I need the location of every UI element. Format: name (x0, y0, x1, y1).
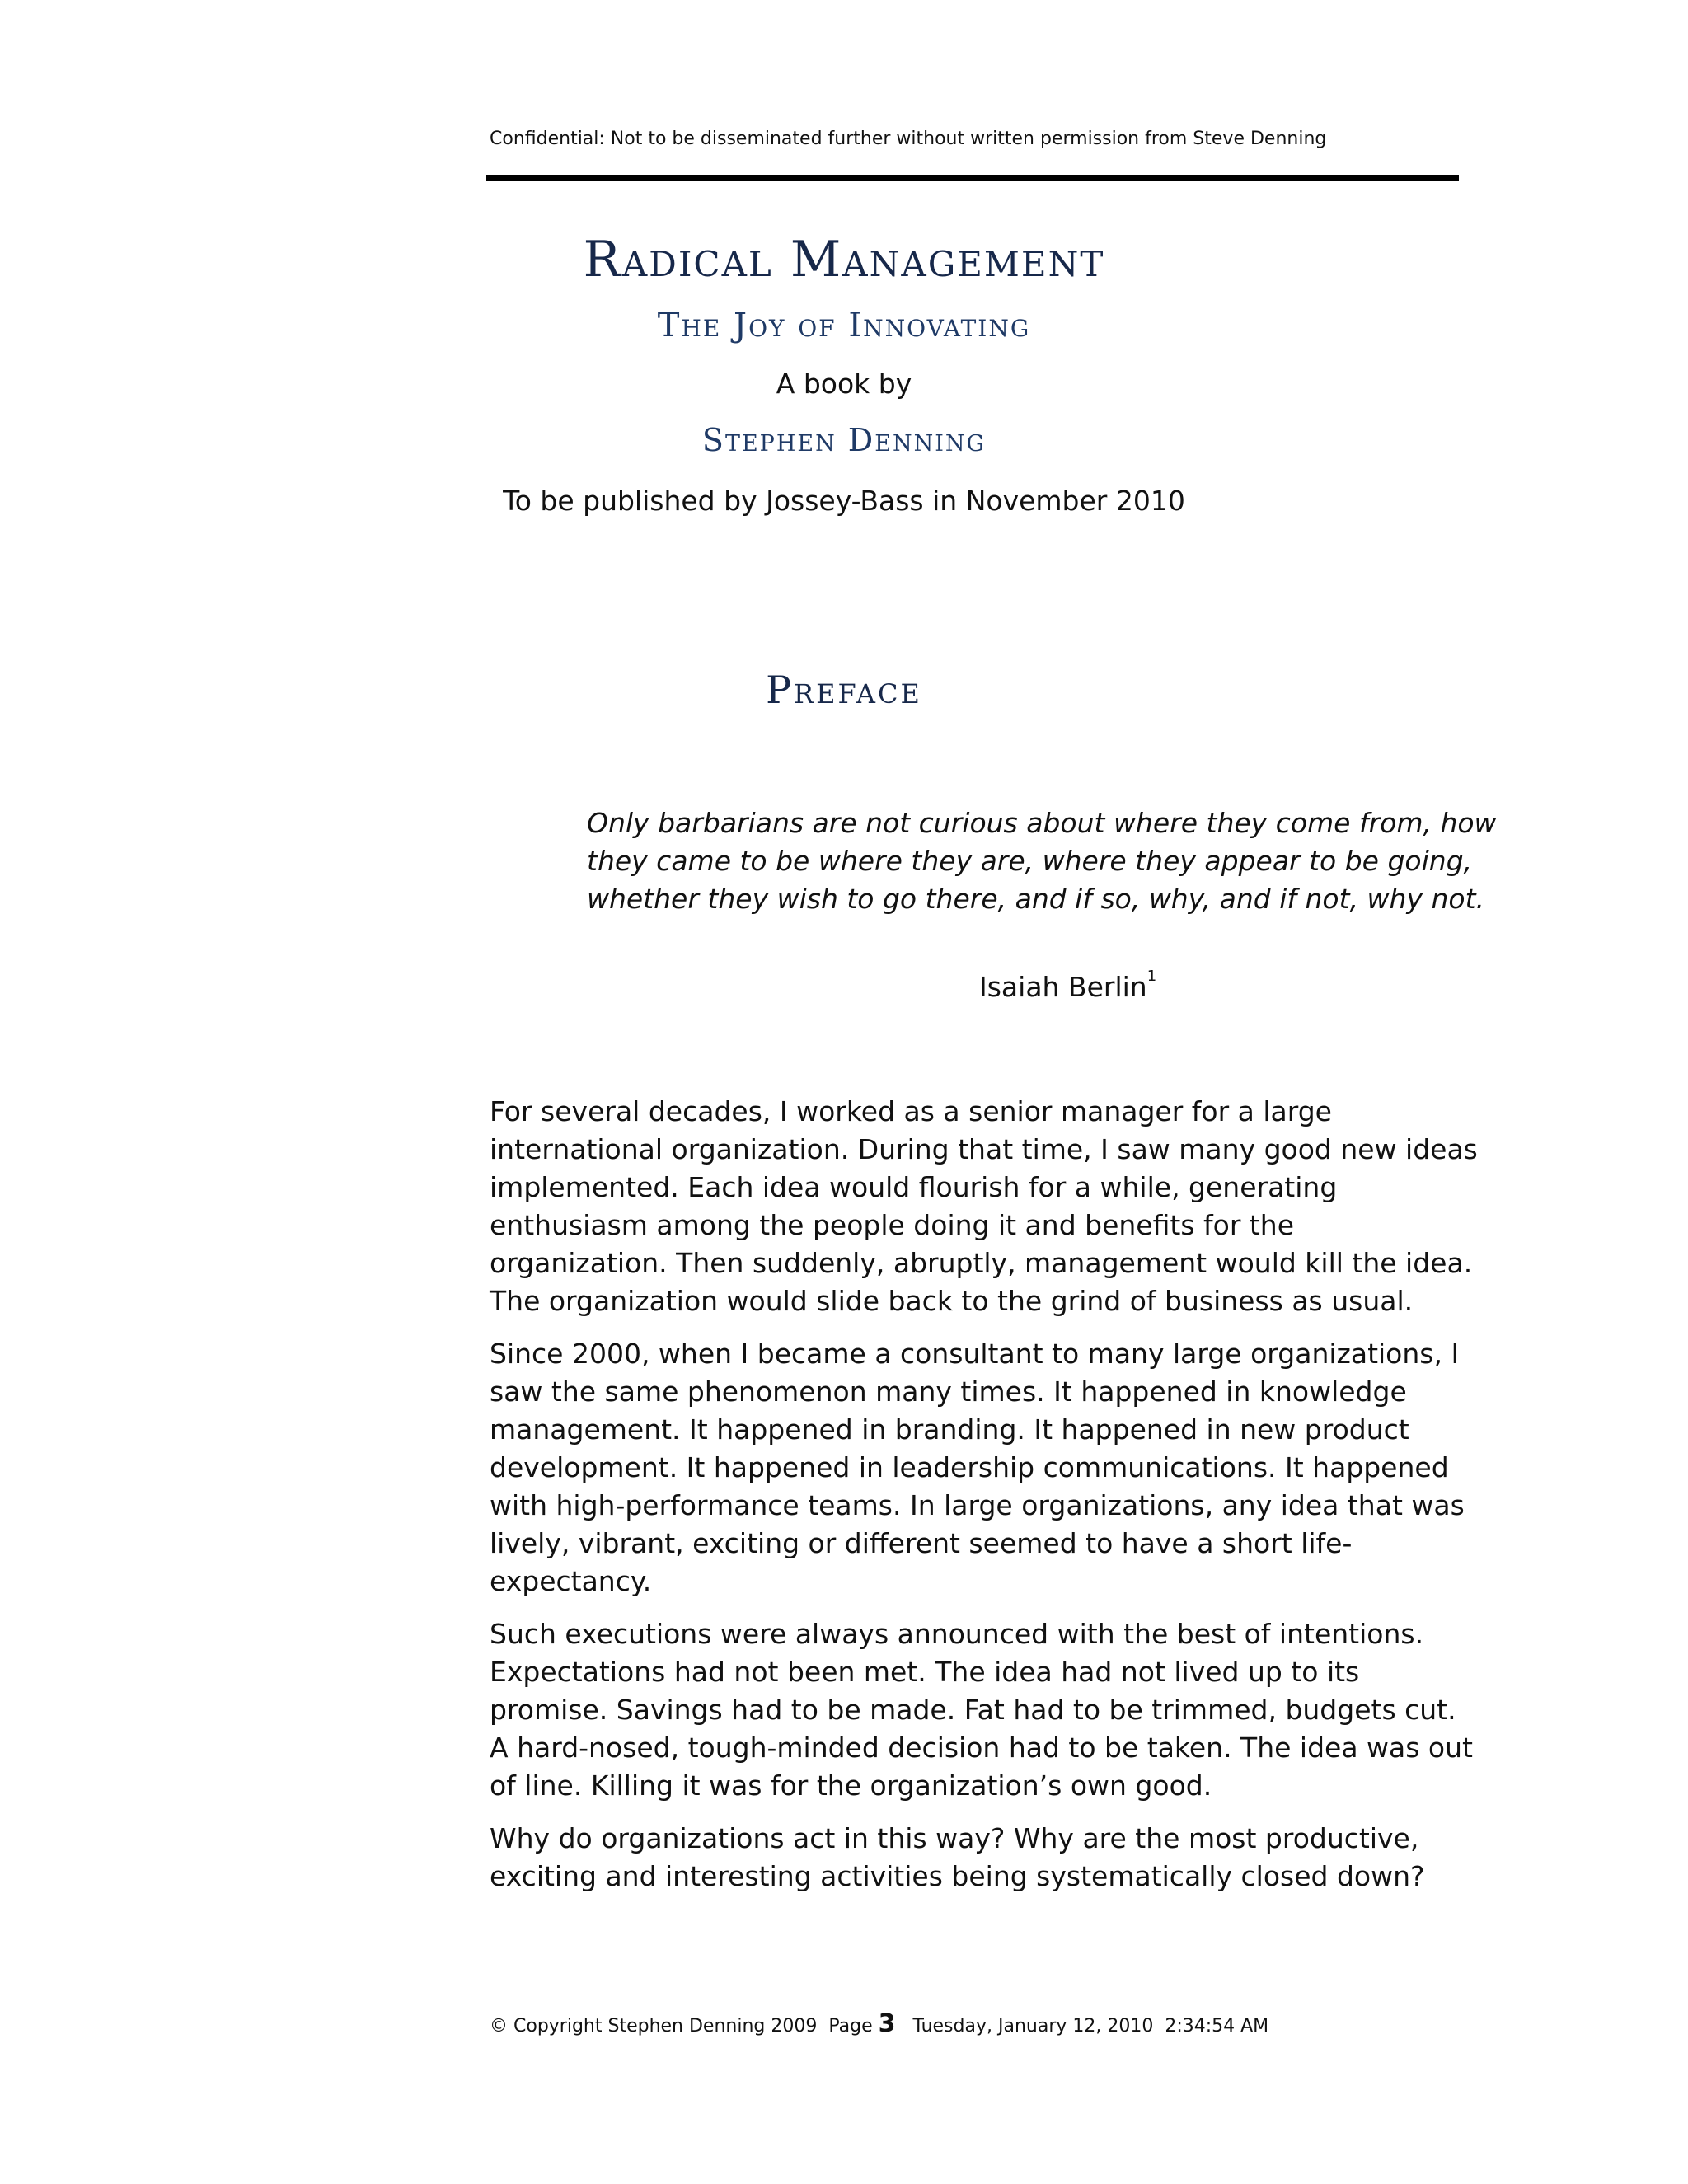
book-title: Radical Management (583, 231, 1105, 288)
epigraph-author: Isaiah Berlin (979, 971, 1147, 1003)
footnote-marker[interactable]: 1 (1146, 968, 1157, 985)
epigraph-quote: Only barbarians are not curious about where they come from, how they came to be where they are, where they appear to be going, whether they wish to go there, and if so, why, and if not, why not. (587, 807, 1497, 915)
timestamp: Tuesday, January 12, 2010 2:34:54 AM (912, 2016, 1269, 2036)
byline: A book by (776, 368, 912, 400)
author-name: Stephen Denning (701, 422, 987, 458)
copyright-text: © Copyright Stephen Denning 2009 (490, 2016, 818, 2036)
page-number: 3 (878, 2009, 896, 2038)
page-label: Page (828, 2016, 873, 2036)
publication-info: To be published by Jossey-Bass in November 2010 (503, 485, 1185, 517)
body-text (490, 1093, 1479, 1910)
section-title: Preface (766, 668, 922, 712)
paragraph: Since 2000, when I became a consultant to many large organizations, I saw the same phenomenon many times. It happened in knowledge management. It happened in branding. It happened in new product development. It happened in leadership communications. It happened with high-performance teams. In large organizations, any idea that was lively, vibrant, exciting or different seemed to have a short life-expectancy. (490, 1338, 1465, 1597)
header-rule (486, 175, 1459, 181)
paragraph: For several decades, I worked as a senior manager for a large international organization. During that time, I saw many good new ideas implemented. Each idea would flourish for a while, generating enthusiasm among the people doing it and benefits for the organization. Then suddenly, abruptly, management would kill the idea. The organization would slide back to the grind of business as usual. (490, 1095, 1478, 1317)
confidential-header: Confidential: Not to be disseminated further without written permission from Steve Denning (490, 129, 1327, 149)
paragraph: Why do organizations act in this way? Why are the most productive, exciting and interesting activities being systematically closed down? (490, 1822, 1425, 1892)
paragraph: Such executions were always announced with the best of intentions. Expectations had not been met. The idea had not lived up to its promise. Savings had to be made. Fat had to be trimmed, budgets cut. A hard-nosed, tough-minded decision had to be taken. The idea was out of line. Killing it was for the organization’s own good. (490, 1618, 1473, 1802)
epigraph-attribution (979, 968, 1157, 1003)
page-footer (490, 2009, 1268, 2038)
book-subtitle: The Joy of Innovating (657, 307, 1031, 344)
